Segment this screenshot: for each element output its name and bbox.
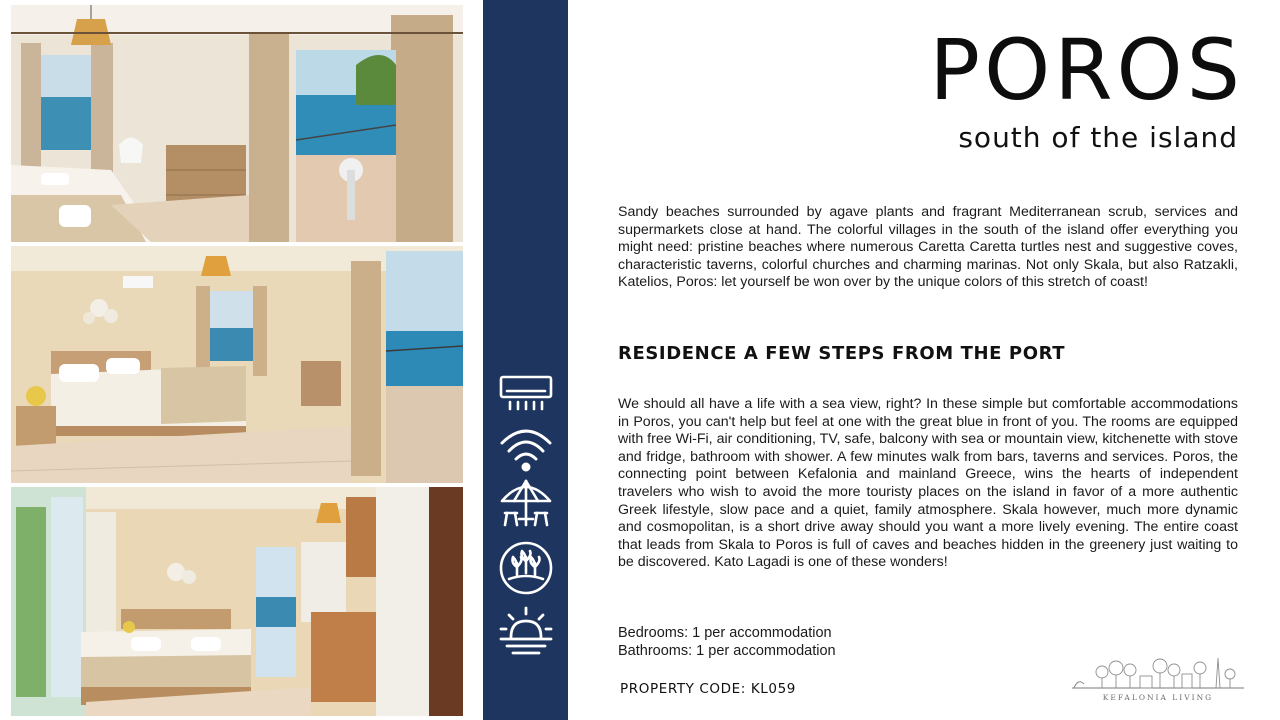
sunset-icon [497, 603, 555, 661]
amenity-band [483, 0, 568, 720]
intro-paragraph: Sandy beaches surrounded by agave plants and fragrant Mediterranean scrub, services and supermarkets close at hand. The colorful villages in the south of the island offer everything you might need: pristine beaches where numerous Caretta Caretta turtles nest and suggestive coves, characteristic taverns, colorful churches and charming marinas. Not only Skala, but also Ratzakli, Katelios, Poros: let yourself be won over by the unique colors of this stretch of coast! [618, 204, 1238, 291]
room-photo-kitchenette [11, 487, 463, 716]
bathrooms-text: Bathrooms: 1 per accommodation [618, 643, 836, 659]
room-photo-bedroom [11, 246, 463, 483]
wifi-icon [497, 421, 555, 479]
bedrooms-text: Bedrooms: 1 per accommodation [618, 625, 832, 641]
beach-umbrella-icon [497, 475, 555, 533]
accommodation-facts [618, 624, 836, 660]
tree-skyline-icon [1068, 650, 1248, 696]
section-heading: RESIDENCE A FEW STEPS FROM THE PORT [618, 343, 1066, 364]
garden-icon [497, 539, 555, 597]
description-paragraph: We should all have a life with a sea view, right? In these simple but comfortable accommodations in Poros, you can't help but feel at one with the great blue in front of you. The rooms are equipped with free Wi-Fi, air conditioning, TV, safe, balcony with sea or mountain view, kitchenette with stove and fridge, bathroom with shower. A few minutes walk from bars, taverns and services. Poros, the connecting point between Kefalonia and mainland Greece, wins the hearts of independent travelers who wish to avoid the more touristy places on the island in favor of a more authentic Greek lifestyle, slow pace and a quiet, family atmosphere. Skala however, much more dynamic and cosmopolitan, is a short drive away should you want a more lively evening. The entire coast that leads from Skala to Poros is full of caves and beaches hidden in the greenery just waiting to be discovered. Kato Lagadi is one of these wonders! [618, 396, 1238, 571]
brand-logo [1068, 650, 1248, 710]
page-subtitle: south of the island [958, 121, 1238, 154]
brand-name: KEFALONIA LIVING [1102, 693, 1214, 702]
property-code: PROPERTY CODE: KL059 [620, 681, 796, 697]
room-photo-balcony [11, 5, 463, 242]
page-title: POROS [929, 21, 1244, 119]
air-conditioner-icon [497, 367, 555, 425]
